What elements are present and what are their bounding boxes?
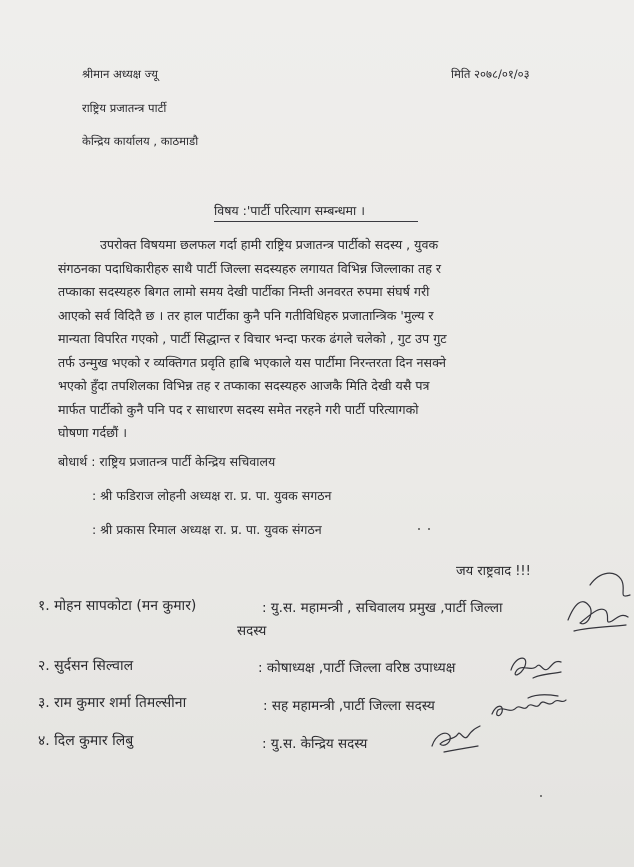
member-3-role: : सह महामन्त्री ,पार्टी जिल्ला सदस्य: [263, 698, 435, 714]
body-line: उपरोक्त विषयमा छलफल गर्दा हामी राष्ट्रिय प्रजातन्त्र पार्टीको सदस्य , युवक: [100, 237, 439, 252]
signature-member-4: [424, 722, 484, 756]
body-line: भएको हुँदा तपशिलका विभिन्न तह र तप्काका सदस्यहरु आजकै मिति देखी यसै पत्र: [58, 378, 430, 393]
stray-mark: [540, 795, 542, 797]
member-1-role-cont: सदस्य: [237, 623, 267, 639]
stray-mark: [418, 528, 420, 530]
subject-underline: [214, 221, 418, 222]
letter-date: मिति २०७८/०१/०३: [451, 67, 530, 81]
body-line: आएको सर्व विदितै छ । तर हाल पार्टीका कुनै पनि गतीविधिहरु प्रजातान्त्रिक 'मुल्य र: [58, 307, 434, 323]
member-2-role: : कोषाध्यक्ष ,पार्टी जिल्ला वरिष्ठ उपाध्यक्ष: [258, 660, 456, 676]
signature-member-3: [488, 690, 568, 724]
member-4-role: : यु.स. केन्द्रिय सदस्य: [262, 736, 368, 752]
subject-line: विषय :'पार्टी परित्याग सम्बन्धमा ।: [214, 203, 365, 218]
body-paragraph: [58, 233, 598, 445]
member-2-name: २. सुर्दसन सिल्वाल: [38, 658, 134, 674]
body-line: मान्यता विपरित गएको , पार्टी सिद्धान्त र विचार भन्दा फरक ढंगले चलेको , गुट उप गुट: [58, 331, 447, 346]
member-3-name: ३. राम कुमार शर्मा तिमल्सीना: [38, 695, 187, 711]
member-1-name: १. मोहन सापकोटा (मन कुमार): [38, 598, 197, 614]
stray-mark: [428, 528, 430, 530]
body-line: घोषणा गर्दछौं ।: [58, 425, 127, 440]
recipient-line-1: राष्ट्रिय प्रजातन्त्र पार्टी: [82, 101, 167, 115]
body-line: मार्फत पार्टीको कुनै पनि पद र साधारण सदस्य समेत नरहने गरी पार्टी परित्यागको: [58, 401, 419, 417]
closing-slogan: जय राष्ट्रवाद !!!: [456, 564, 531, 579]
cc-label: बोधार्थ : राष्ट्रिय प्रजातन्त्र पार्टी केन्द्रिय सचिवालय: [58, 454, 276, 469]
salutation: श्रीमान अध्यक्ष ज्यू: [82, 67, 158, 81]
recipient-line-2: केन्द्रिय कार्यालय , काठमाडौ: [82, 134, 199, 148]
body-line: संगठनका पदाधिकारीहरु साथै पार्टी जिल्ला सदस्यहरु लगायत विभिन्न जिल्लाका तह र: [58, 260, 442, 276]
cc-line-2: : श्री प्रकास रिमाल अध्यक्ष रा. प्र. पा. युवक संगठन: [92, 522, 322, 537]
member-4-name: ४. दिल कुमार लिबु: [38, 733, 134, 749]
signature-member-2: [505, 650, 567, 684]
cc-line-1: : श्री फडिराज लोहनी अध्यक्ष रा. प्र. पा. युवक सगठन: [92, 488, 332, 503]
signature-member-1: [560, 565, 634, 645]
body-line: तर्फ उन्मुख भएको र व्यक्तिगत प्रवृति हाबि भएकाले यस पार्टीमा निरन्तरता दिन नसक्ने: [58, 354, 446, 370]
body-line: तप्काका सदस्यहरु बिगत लामो समय देखी पार्टीका निम्ती अनवरत रुपमा संघर्ष गरी: [58, 284, 430, 299]
member-1-role: : यु.स. महामन्त्री , सचिवालय प्रमुख ,पार्टी जिल्ला: [262, 600, 503, 616]
